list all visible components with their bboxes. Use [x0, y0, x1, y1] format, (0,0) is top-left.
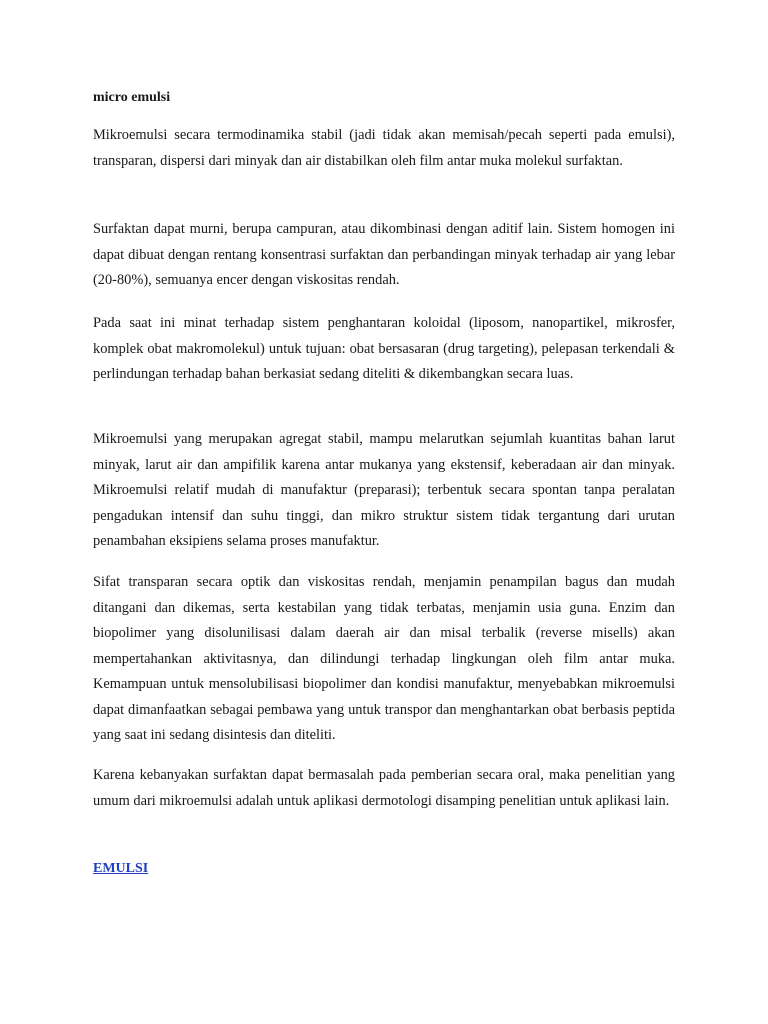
emulsi-link[interactable]: EMULSI [93, 861, 149, 876]
document-title: micro emulsi [93, 90, 171, 105]
paragraph-6: Karena kebanyakan surfaktan dapat bermasalah pada pemberian secara oral, maka penelitian yang umum dari mikroemulsi adalah untuk aplikasi dermotologi disamping penelitian untuk aplikasi lain. [93, 767, 675, 809]
paragraph-1: Mikroemulsi secara termodinamika stabil (jadi tidak akan memisah/pecah seperti pada emulsi), transparan, dispersi dari minyak dan air distabilkan oleh film antar muka molekul surfaktan. [93, 127, 675, 169]
paragraph-5: Sifat transparan secara optik dan viskositas rendah, menjamin penampilan bagus dan mudah ditangani dan dikemas, serta kestabilan yang tidak terbatas, menjamin usia guna. Enzim dan biopolimer yang disolunilisasi dalam daerah air dan misal terbalik (reverse misells) akan mempertahankan aktivitasnya, dan dilindungi terhadap lingkungan oleh film antar muka. Kemampuan untuk mensolubilisasi biopolimer dan kondisi manufaktur, menyebabkan mikroemulsi dapat dimanfaatkan sebagai pembawa yang untuk transpor dan menghantarkan obat berbasis peptida yang saat ini sedang disintesis dan diteliti. [93, 574, 675, 743]
paragraph-2: Surfaktan dapat murni, berupa campuran, atau dikombinasi dengan aditif lain. Sistem homogen ini dapat dibuat dengan rentang konsentrasi surfaktan dan perbandingan minyak terhadap air yang lebar (20-80%), semuanya encer dengan viskositas rendah. [93, 221, 675, 288]
paragraph-3: Pada saat ini minat terhadap sistem penghantaran koloidal (liposom, nanopartikel, mikrosfer, komplek obat makromolekul) untuk tujuan: obat bersasaran (drug targeting), pelepasan terkendali & perlindungan terhadap bahan berkasiat sedang diteliti & dikembangkan secara luas. [93, 315, 675, 382]
paragraph-4: Mikroemulsi yang merupakan agregat stabil, mampu melarutkan sejumlah kuantitas bahan larut minyak, larut air dan ampifilik karena antar mukanya yang ekstensif, keberadaan air dan minyak. Mikroemulsi relatif mudah di manufaktur (preparasi); terbentuk secara spontan tanpa peralatan pengadukan intensif dan suhu tinggi, dan mikro struktur sistem tidak tergantung dari urutan penambahan eksipiens selama proses manufaktur. [93, 431, 675, 549]
